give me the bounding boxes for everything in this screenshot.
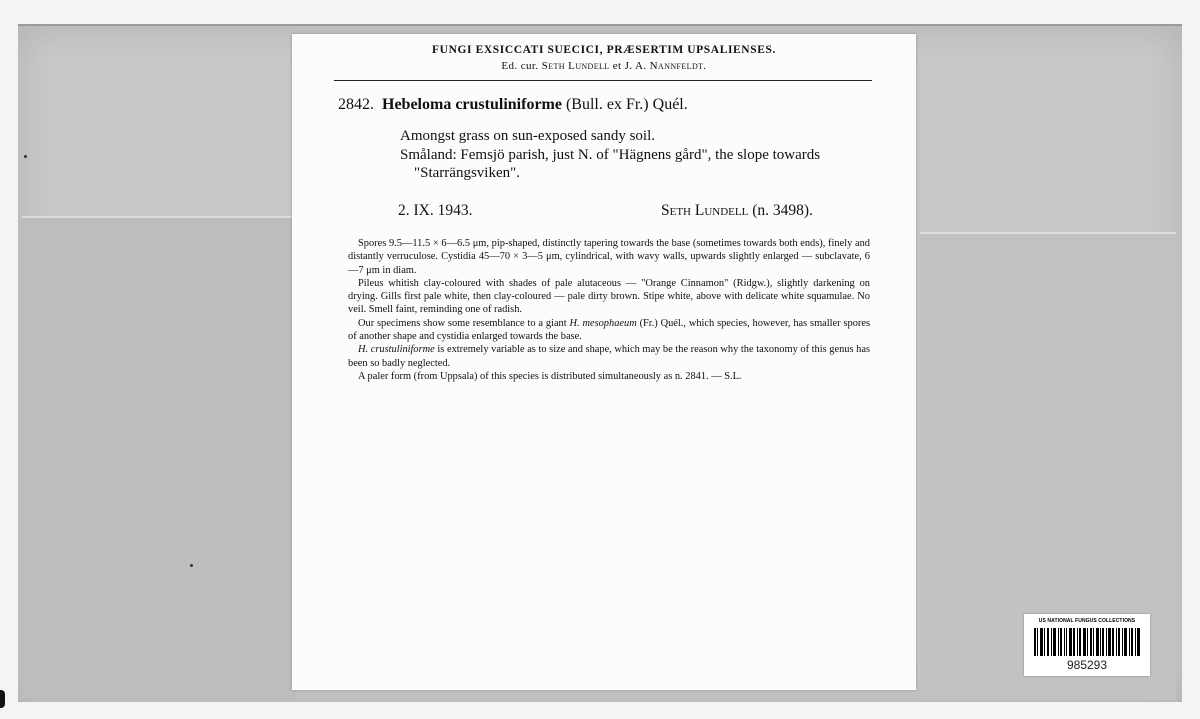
- barcode-icon: [1034, 628, 1140, 656]
- collection-date: 2. IX. 1943.: [398, 202, 473, 219]
- editors-join: et: [612, 60, 622, 72]
- collector: [661, 202, 813, 220]
- collector-name: Seth Lundell: [661, 202, 749, 219]
- note-comparison-b: (Fr.) Quél., which species, however, has smaller spores of another shape and cystidia enlarged towards the base.: [348, 317, 871, 343]
- note-comparison-a: Our specimens show some resemblance to a giant: [358, 317, 567, 329]
- species-authority: (Bull. ex Fr.) Quél.: [565, 96, 688, 113]
- note-spores: Spores 9.5—11.5 × 6—6.5 μm, pip-shaped, distinctly tapering towards the base (sometimes towards both ends), finely and distantly verruculose. Cystidia 45—70 × 3—5 μm, cylindrical, with wavy walls, upwards slightly enlarged — subclavate, 6—7 μm in diam.: [348, 238, 870, 276]
- note-variability-species: H. crustuliniforme: [358, 344, 435, 356]
- editor-1: Seth Lundell: [541, 60, 610, 72]
- header-rule: [334, 80, 872, 81]
- editor-2: J. A. Nannfeldt.: [624, 60, 707, 72]
- barcode-number: 985293: [1066, 658, 1108, 672]
- habitat: Amongst grass on sun-exposed sandy soil.: [400, 128, 655, 144]
- folder-speck: [24, 155, 27, 158]
- note-comparison: [348, 317, 870, 344]
- scan-edge-mark: [0, 690, 5, 708]
- species-name: Hebeloma crustuliniforme: [382, 96, 562, 113]
- note-variability: [348, 343, 870, 370]
- barcode-institution: US NATIONAL FUNGUS COLLECTIONS: [1038, 618, 1136, 624]
- note-comparison-species: H. mesophaeum: [569, 317, 637, 329]
- note-paler-form: A paler form (from Uppsala) of this species is distributed simultaneously as n. 2841. — S.L.: [358, 370, 742, 382]
- collector-number: (n. 3498).: [752, 202, 813, 219]
- folder-flap-left: [22, 216, 296, 698]
- barcode-card: [1024, 614, 1150, 676]
- locality: Småland: Femsjö parish, just N. of "Hägnens gård", the slope towards "Starrängsviken".: [400, 147, 821, 181]
- specimen-label: [292, 34, 916, 690]
- folder-speck: [190, 564, 193, 567]
- exsiccata-number: 2842.: [338, 96, 374, 113]
- note-variability-b: is extremely variable as to size and shape, which may be the reason why the taxonomy of this genus has been so badly neglected.: [348, 344, 870, 369]
- editors-prefix: Ed. cur.: [501, 60, 539, 72]
- series-editors: [292, 60, 916, 72]
- species-line: [338, 96, 688, 114]
- description-notes: [348, 237, 870, 383]
- series-title: FUNGI EXSICCATI SUECICI, PRÆSERTIM UPSALIENSES.: [432, 44, 776, 56]
- note-pileus: Pileus whitish clay-coloured with shades of pale alutaceous — "Orange Cinnamon" (Ridgw.), slightly darkening on drying. Gills first pale white, then clay-coloured — pale dirty brown. Stipe white, above with delicate white squamulae. No veil. Smell faint, reminding one of radish.: [348, 277, 870, 316]
